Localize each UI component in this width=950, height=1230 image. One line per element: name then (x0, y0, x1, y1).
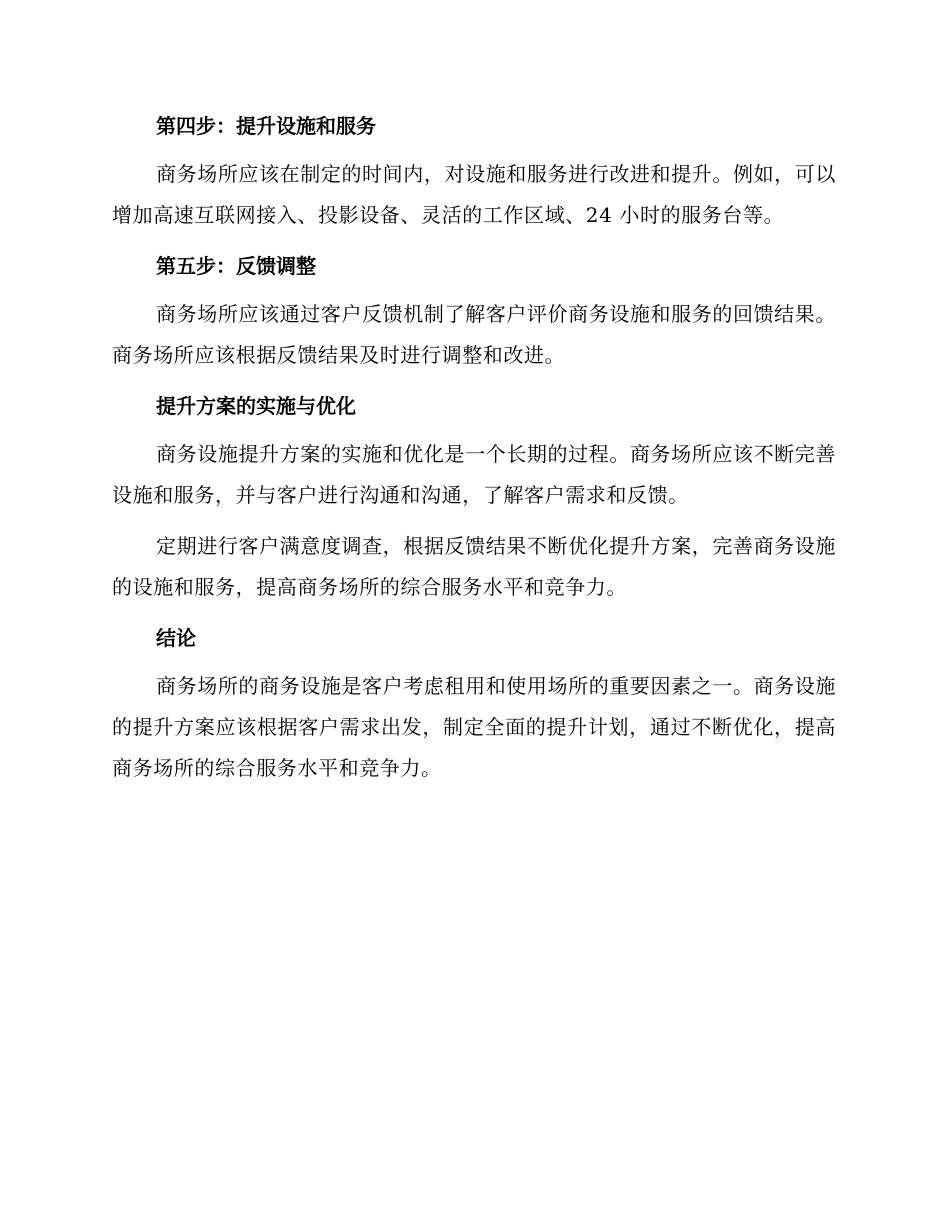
paragraph-implementation-1: 商务设施提升方案的实施和优化是一个长期的过程。商务场所应该不断完善设施和服务，并与客户进行沟通和沟通，了解客户需求和反馈。 (112, 442, 836, 507)
paragraph-conclusion: 商务场所的商务设施是客户考虑租用和使用场所的重要因素之一。商务设施的提升方案应该根据客户需求出发，制定全面的提升计划，通过不断优化，提高商务场所的综合服务水平和竞争力。 (112, 674, 836, 780)
paragraph-implementation-2: 定期进行客户满意度调查，根据反馈结果不断优化提升方案，完善商务设施的设施和服务，提高商务场所的综合服务水平和竞争力。 (112, 534, 836, 599)
section-heading-step-five: 第五步：反馈调整 (156, 254, 316, 278)
paragraph-step-five: 商务场所应该通过客户反馈机制了解客户评价商务设施和服务的回馈结果。商务场所应该根据反馈结果及时进行调整和改进。 (112, 302, 836, 367)
paragraph-step-four: 商务场所应该在制定的时间内，对设施和服务进行改进和提升。例如，可以增加高速互联网接入、投影设备、灵活的工作区域、24 小时的服务台等。 (112, 162, 836, 227)
section-heading-step-four: 第四步：提升设施和服务 (156, 114, 376, 138)
section-heading-implementation: 提升方案的实施与优化 (156, 394, 356, 418)
section-heading-conclusion: 结论 (156, 626, 196, 650)
document-page (112, 106, 836, 799)
